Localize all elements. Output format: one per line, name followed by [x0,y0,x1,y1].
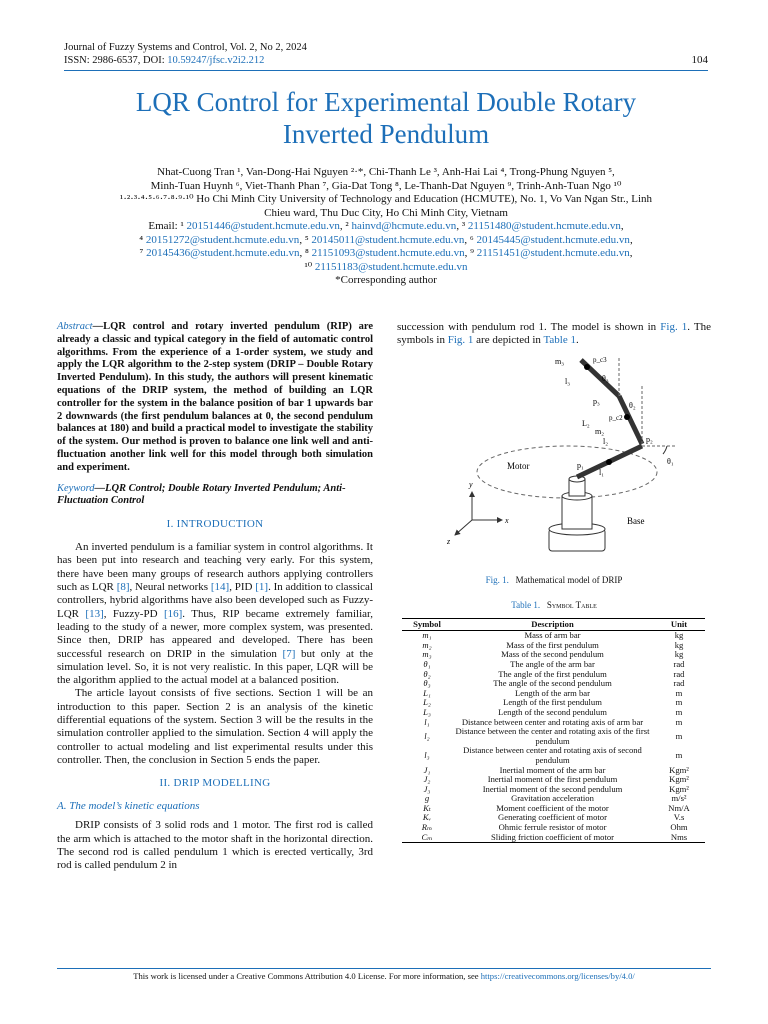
description-cell: Mass of the second pendulum [501,649,604,660]
svg-text:p₂: p₂ [646,434,653,444]
svg-text:m₃: m₃ [555,356,565,366]
journal-header [64,41,708,67]
right-column [397,321,711,843]
motor-label: Motor [507,460,530,471]
abstract: Abstract—LQR control and rotary inverted pendulum (RIP) are already a classic and typical category in the field of automatic control algorithms. From the experience of a 1-order system, we study and apply the LQR algorithm to the 2-step system (DRIP – Double Rotary Inverted Pendulum). In this study, the authors will present kinematic equations of the DRIP system, the method of building an LQR controller for the system in the balance position of bar 1 upwards bar 2 downwards (the first pendulum balances at 0, the second pendulum balances at 180) and build a practical model to investigate the stability of the system. Our method is proven to balance one link well and anti-fluctuation another link well for this model through both simulation and experiment. [57,321,373,473]
email-link[interactable]: 20151272@student.hcmute.edu.vn [145,233,300,246]
author-block [64,166,708,288]
unit-cell: rad [673,678,685,689]
doi-link[interactable]: 10.59247/jfsc.v2i2.212 [167,55,265,66]
description-cell: Mass of the first pendulum [506,639,599,650]
symbol-cell: Kₜ [423,802,431,813]
table-number: Table 1. [511,599,541,610]
description-cell: Moment coefficient of the motor [496,802,609,813]
abstract-label: Abstract [57,321,93,332]
symbol-cell: θ₁ [423,658,431,669]
unit-cell: Kgm² [669,774,689,785]
left-column [57,321,373,872]
paper-title: LQR Control for Experimental Double Rotary Inverted Pendulum [135,87,637,149]
unit-cell: m/s² [671,793,687,804]
email-link[interactable]: 21151183@student.hcmute.edu.vn [314,260,468,273]
table-row [402,727,705,746]
symbol-cell: g [424,793,430,804]
svg-text:m₂: m₂ [595,426,605,436]
unit-cell: kg [674,630,684,641]
column-header: Unit [653,618,705,631]
description-cell: Inertial moment of the arm bar [499,764,606,775]
table-row [402,833,705,843]
description-cell: Length of the second pendulum [498,706,607,717]
intro-paragraph-2: The article layout consists of five sections. Section 1 will be an introduction to this paper. Section 2 is an analysis of the kinetic differential equations of the system. Section 3 will be the results in the simulation controller applied to the simulation. Section 4 will apply the controller to actual modeling and list experimental results under this controller. Then, the conclusion in Section 5 ends the paper. [57,687,373,766]
email-link[interactable]: hainvd@hcmute.edu.vn [351,220,457,232]
unit-cell: Kgm² [669,764,689,775]
description-cell: Inertial moment of the first pendulum [487,774,618,785]
license-link[interactable]: https://creativecommons.org/licenses/by/4.0/ [480,971,635,981]
description-cell: Ohmic ferrule resistor of motor [498,822,607,833]
section-heading-introduction: I. INTRODUCTION [166,518,264,531]
unit-cell: m [675,730,683,741]
citation-link[interactable]: [8] [116,581,130,594]
email-line-2: ⁴ 20151272@student.hcmute.edu.vn, ⁵ 20145011@student.hcmute.edu.vn, ⁶ 20145445@student.hcmute.edu.vn, [139,233,633,246]
description-cell: The angle of the arm bar [510,658,595,669]
journal-name: Journal of Fuzzy Systems and Control, Vol. 2, No 2, 2024 [64,42,307,53]
drip-paragraph-1-continued: succession with pendulum rod 1. The model is shown in Fig. 1. The symbols in Fig. 1 are depicted in Table 1. [397,321,711,347]
svg-text:l₁: l₁ [599,467,605,477]
description-cell: Generating coefficient of motor [498,812,607,823]
figure-link[interactable]: Fig. 1 [660,321,688,333]
subsection-heading: A. The model’s kinetic equations [57,800,200,813]
unit-cell: m [675,706,683,717]
axis-label: z [447,536,451,546]
email-link[interactable]: 20145436@student.hcmute.edu.vn [146,247,300,259]
description-cell: Distance between center and rotating axis of arm bar [461,716,644,727]
section-heading-drip-modelling: II. DRIP MODELLING [159,777,271,790]
svg-text:p_c2: p_c2 [609,413,623,422]
citation-link[interactable]: [14] [210,581,230,594]
svg-text:l₃: l₃ [565,376,571,386]
author-line-1: Nhat-Cuong Tran ¹, Van-Dong-Hai Nguyen ²·*, Chi-Thanh Le ³, Anh-Hai Lai ⁴, Trong-Phung Nguyen ⁵, [157,166,615,178]
citation-link[interactable]: [7] [282,647,296,660]
keywords: Keyword—LQR Control; Double Rotary Inverted Pendulum; Anti-Fluctuation Control [57,482,346,507]
axis-label: y [469,479,473,489]
svg-text:p₃: p₃ [593,396,600,406]
description-cell: Distance between center and rotating axis of second pendulum [463,745,642,765]
symbol-table [402,618,705,844]
drip-model-figure [397,354,711,570]
unit-cell: kg [674,639,684,650]
drip-diagram [397,354,711,570]
author-line-2: Minh-Tuan Huynh ⁶, Viet-Thanh Phan ⁷, Gia-Dat Tong ⁸, Le-Thanh-Dat Nguyen ⁹, Trinh-Anh-Tuan Ngo ¹⁰ [150,179,622,192]
affiliation-line-1: ¹·²·³·⁴·⁵·⁶·⁷·⁸·⁹·¹⁰ Ho Chi Minh City University of Technology and Education (HCMUTE), No. 1, Vo Van Ngan Str., Linh [119,193,653,205]
symbol-cell: L₃ [423,706,431,717]
unit-cell: m [675,687,683,698]
citation-link[interactable]: [16] [163,607,183,620]
unit-cell: Nm/A [668,802,690,813]
email-link[interactable]: 20151446@student.hcmute.edu.vn [186,220,340,232]
column-header: Description [452,618,653,631]
symbol-cell: L₂ [423,697,431,708]
svg-text:θ₁: θ₁ [667,456,674,466]
symbol-cell: θ₂ [423,668,431,679]
base-label: Base [627,515,645,526]
unit-cell: Kgm² [669,783,689,794]
symbol-cell: l₃ [424,750,430,761]
drip-paragraph-1: DRIP consists of 3 solid rods and 1 motor. The first rod is called the arm which is attached to the motor shaft in the horizontal direction. The second rod is called pendulum 1 which is erected vertically, 3rd rod is called pendulum 2 in [57,819,373,872]
unit-cell: V.s [673,812,685,823]
corresponding-note: *Corresponding author [335,274,437,286]
unit-cell: rad [673,658,685,669]
svg-text:θ₃: θ₃ [602,373,609,383]
description-cell: The angle of the first pendulum [498,668,607,679]
figure-caption: Fig. 1. Mathematical model of DRIP [485,574,623,585]
unit-cell: m [675,750,683,761]
axis-label: x [505,515,509,525]
symbol-cell: θ₃ [423,678,431,689]
symbol-cell: Cₘ [402,833,452,843]
citation-link[interactable]: [1] [255,581,269,594]
description-cell: Mass of arm bar [524,630,581,641]
motor-shape [562,496,592,529]
svg-text:L₂: L₂ [582,418,590,428]
citation-link[interactable]: [13] [85,607,104,620]
svg-text:l₂: l₂ [603,436,609,446]
email-link[interactable]: 20145011@student.hcmute.edu.vn [311,233,465,246]
symbol-cell: Kᵥ [422,812,432,823]
symbol-cell: m₂ [422,639,432,650]
symbol-cell: J₃ [423,783,431,794]
figure-link[interactable]: Fig. 1 [447,334,474,347]
unit-cell: m [675,716,683,727]
table-row [402,746,705,765]
header-divider [64,70,708,71]
description-cell: The angle of the second pendulum [493,678,612,689]
symbol-cell: m₃ [422,649,432,660]
unit-cell: m [675,697,683,708]
svg-text:p₁: p₁ [577,460,584,470]
email-link[interactable]: 21151480@student.hcmute.edu.vn [467,220,621,232]
unit-cell: Ohm [670,822,688,833]
unit-cell: rad [673,668,685,679]
table-caption: Table 1. Symbol Table [511,599,597,610]
description-cell: Length of the arm bar [515,687,590,698]
description-cell: Length of the first pendulum [503,697,602,708]
page-number: 104 [691,54,708,66]
description-cell: Gravitation acceleration [511,793,594,804]
email-link[interactable]: 21151093@student.hcmute.edu.vn [311,247,465,259]
table-link[interactable]: Table 1 [543,334,576,347]
email-line-3: ⁷ 20145436@student.hcmute.edu.vn, ⁸ 21151093@student.hcmute.edu.vn, ⁹ 21151451@student.hcmute.edu.vn, [139,247,633,259]
email-line-1: Email: ¹ 20151446@student.hcmute.edu.vn, ² hainvd@hcmute.edu.vn, ³ 21151480@student.hcmute.edu.vn, [148,220,624,232]
issn-doi: ISSN: 2986-6537, DOI: 10.59247/jfsc.v2i2.212 [64,55,265,66]
symbol-cell: l₁ [424,716,430,727]
description-cell: Distance between the center and rotating axis of the first pendulum [455,726,650,746]
svg-text:θ₂: θ₂ [629,400,636,410]
symbol-cell: J₂ [423,774,431,785]
svg-text:p_c3: p_c3 [593,355,607,364]
footer-divider [57,968,711,969]
symbol-cell: Rₘ [421,822,433,833]
affiliation-line-2: Chieu ward, Thu Duc City, Ho Chi Minh City, Vietnam [264,206,508,219]
intro-paragraph-1: An inverted pendulum is a familiar system in control algorithms. It has been put into research and teaching very early. For this system, there have been many groups of research authors applying controllers such as LQR [8], Neural networks [14], PID [1]. In addition to classical controllers, hybrid algorithms have also been developed such as Fuzzy-LQR [13], Fuzzy-PD [16]. Thus, RIP became extremely familiar, leading to the study of a newer, more complex system, was presented. Since then, DRIP has appeared and developed. There has been successful research on DRIP in the simulation [7] but only at the simulation level. So, it is not very realistic. In this paper, LQR will be the algorithm applied to the actual model at a balanced position. [57,541,374,687]
email-line-4: ¹⁰ 21151183@student.hcmute.edu.vn [304,260,468,273]
email-link[interactable]: 21151451@student.hcmute.edu.vn [476,247,630,259]
keywords-label: Keyword [57,482,95,494]
column-header: Symbol [402,618,452,631]
symbol-cell: l₂ [424,730,430,741]
description-cell: Inertial moment of the second pendulum [482,783,623,794]
email-link[interactable]: 20145445@student.hcmute.edu.vn [476,233,630,246]
figure-number: Fig. 1. [485,574,509,585]
description-cell: Sliding friction coefficient of motor [452,833,653,843]
symbol-cell: L₁ [423,687,431,698]
unit-cell: Nms [653,833,705,843]
license-footer: This work is licensed under a Creative Commons Attribution 4.0 License. For more information, see https://creativecommons.org/licenses/by/4.0/ [133,971,635,981]
symbol-cell: m₁ [422,630,432,641]
unit-cell: kg [674,649,684,660]
symbol-cell: J₁ [423,764,431,775]
